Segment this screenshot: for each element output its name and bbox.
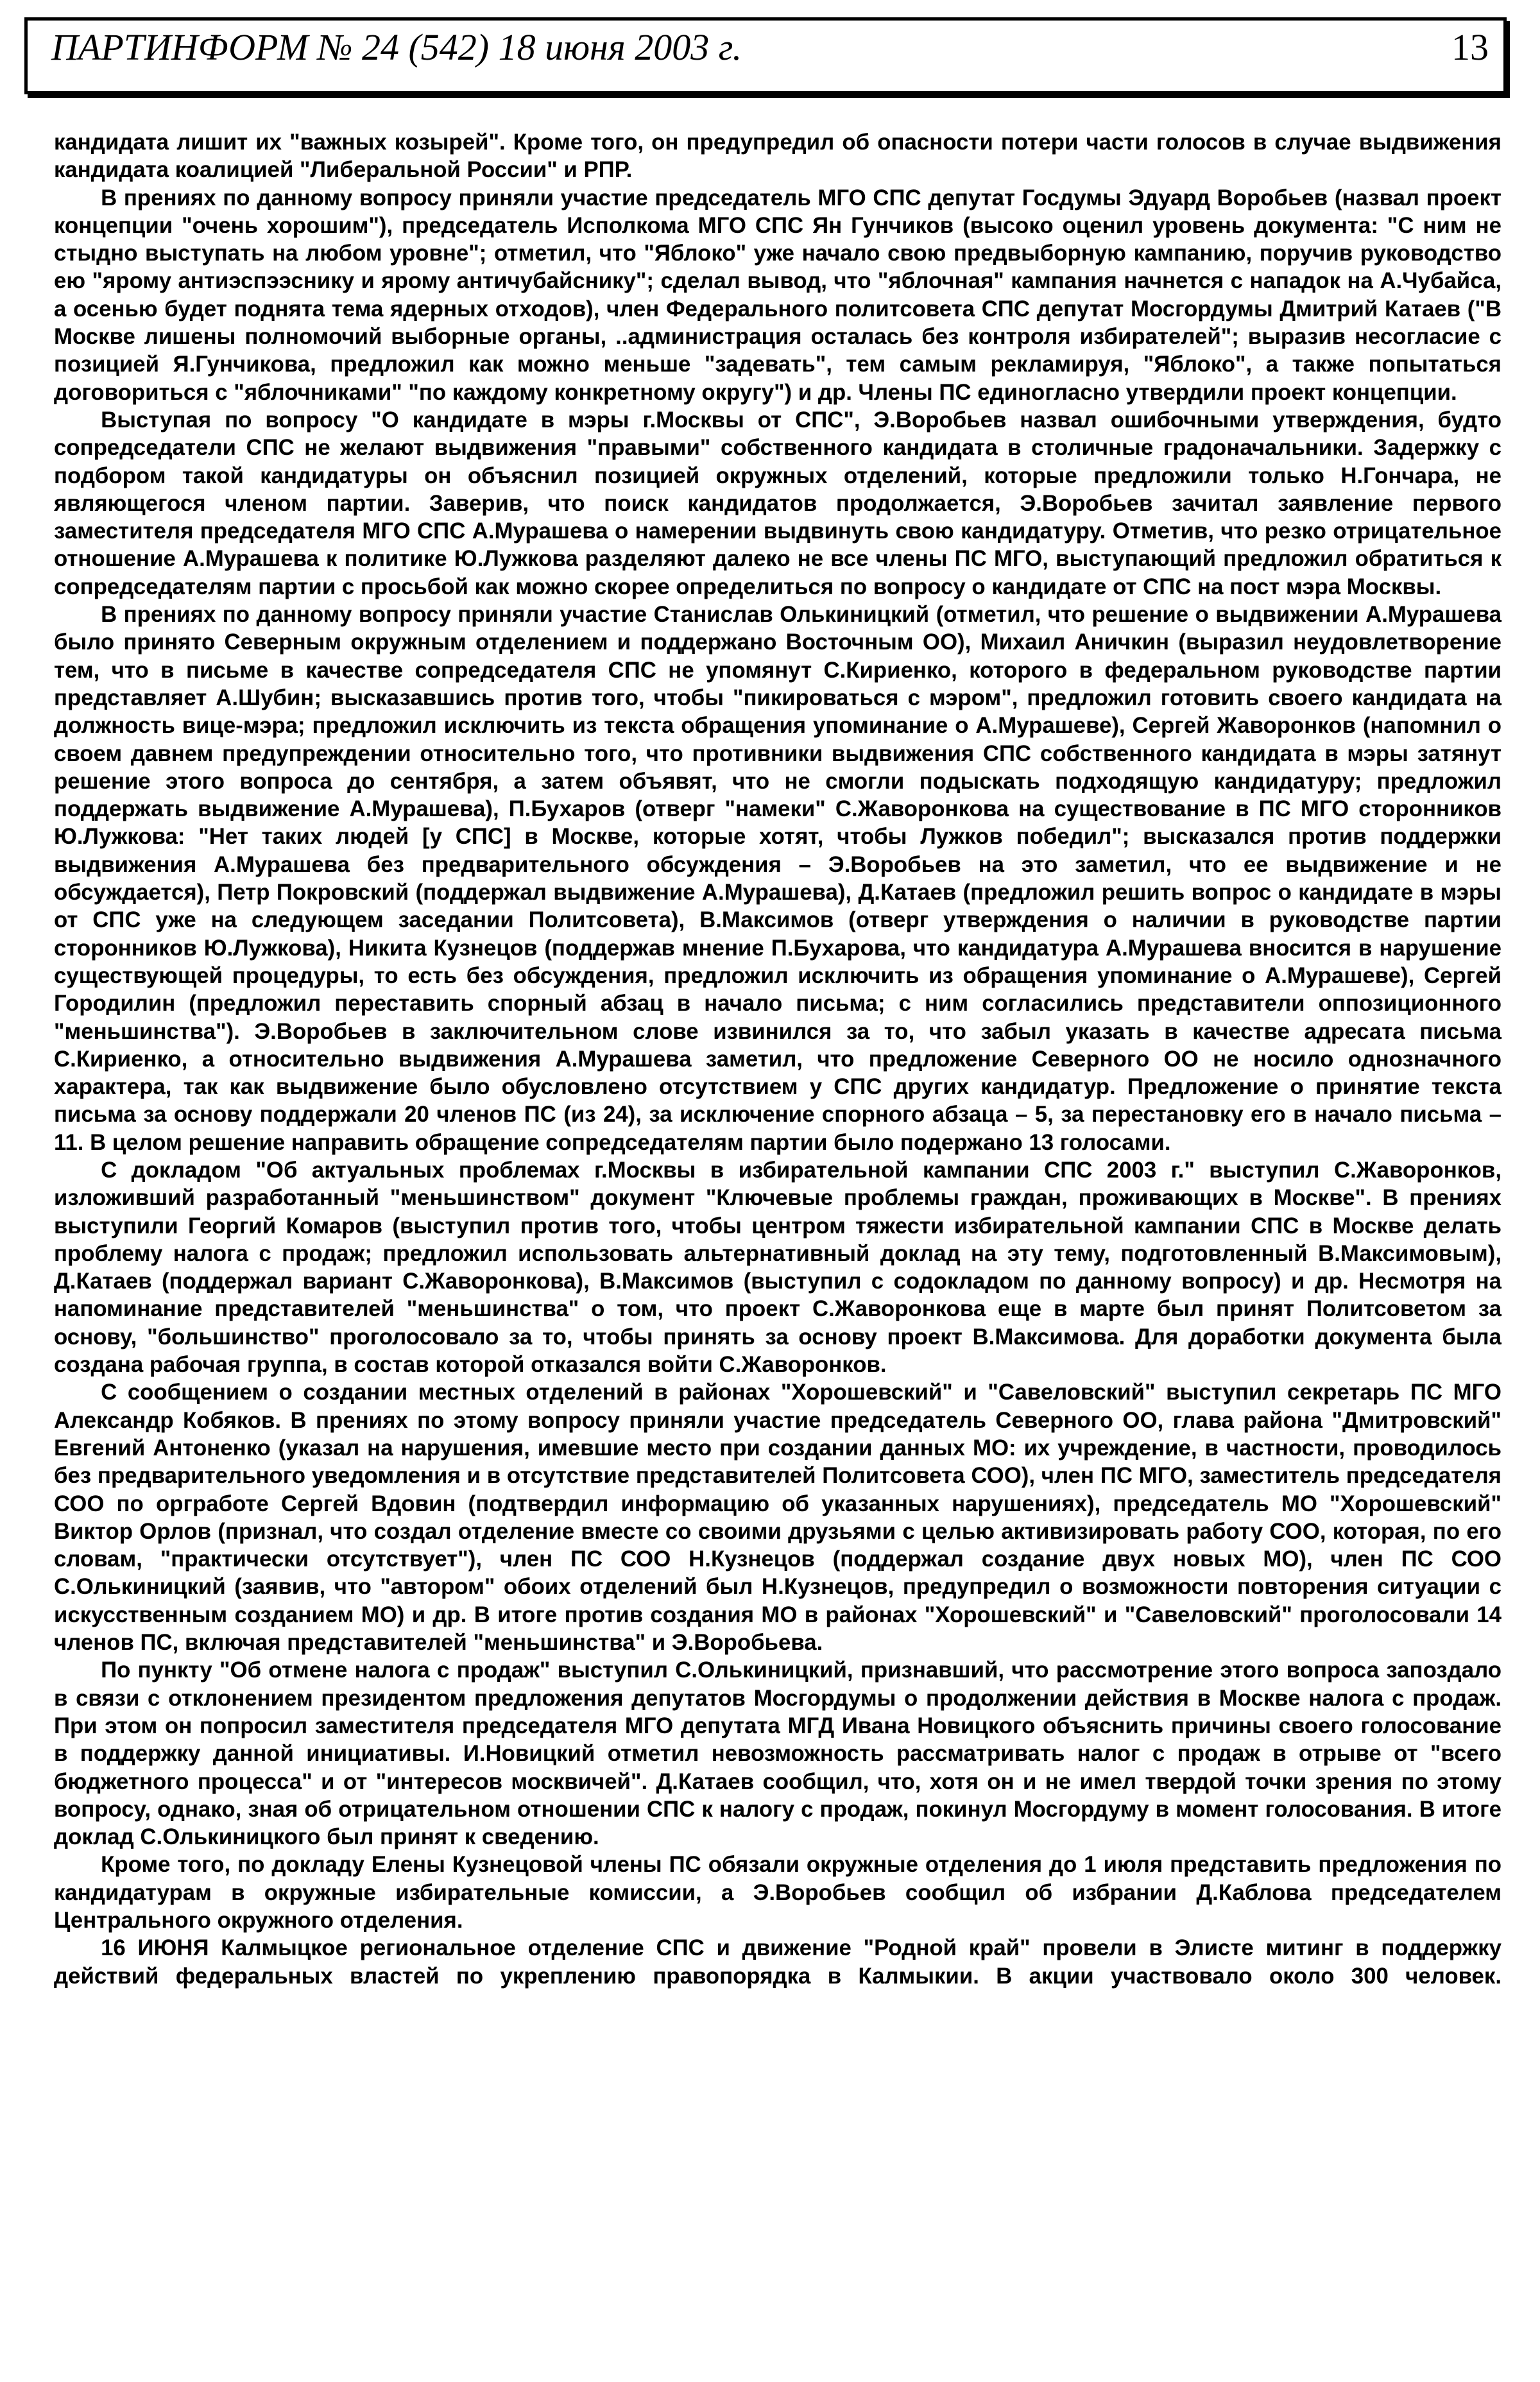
article-paragraph: 16 ИЮНЯ Калмыцкое региональное отделение СПС и движение "Родной край" провели в Элисте митинг в поддержку действий федеральных властей по укреплению правопорядка в Калмыкии. В акции участвовало около 300 человек. bbox=[54, 1935, 1502, 1989]
article-paragraph: Выступая по вопросу "О кандидате в мэры г.Москвы от СПС", Э.Воробьев назвал ошибочными утверждения, будто сопредседатели СПС не желают выдвижения "правыми" собственного кандидата в столичные градоначальники. Задержку с подбором такой кандидатуры он объяснил позицией окружных отделений, которые предложили только Н.Гончара, не являющегося членом партии. Заверив, что поиск кандидатов продолжается, Э.Воробьев зачитал заявление первого заместителя председателя МГО СПС А.Мурашева о намерении выдвинуть свою кандидатуру. Отметив, что резко отрицательное отношение А.Мурашева к политике Ю.Лужкова разделяют далеко не все члены ПС МГО, выступающий предложил обратиться к сопредседателям партии с просьбой как можно скорее определиться по вопросу о кандидате от СПС на пост мэра Москвы. bbox=[54, 407, 1502, 599]
article-paragraph: С докладом "Об актуальных проблемах г.Москвы в избирательной кампании СПС 2003 г." выступил С.Жаворонков, изложивший разработанный "меньшинством" документ "Ключевые проблемы граждан, проживающих в Москве". В прениях выступили Георгий Комаров (выступил против того, чтобы центром тяжести избирательной кампании СПС в Москве делать проблему налога с продаж; предложил использовать альтернативный доклад на эту тему, подготовленный В.Максимовым), Д.Катаев (поддержал вариант С.Жаворонкова), В.Максимов (выступил с содокладом по данному вопросу) и др. Несмотря на напоминание представителей "меньшинства" о том, что проект С.Жаворонкова еще в марте был принят Политсоветом за основу, "большинство" проголосовало за то, чтобы принять за основу проект В.Максимова. Для доработки документа была создана рабочая группа, в состав которой отказался войти С.Жаворонков. bbox=[54, 1157, 1502, 1378]
article-paragraph: С сообщением о создании местных отделений в районах "Хорошевский" и "Савеловский" выступил секретарь ПС МГО Александр Кобяков. В прениях по этому вопросу приняли участие председатель Северного ОО, глава района "Дмитровский" Евгений Антоненко (указал на нарушения, имевшие место при создании данных МО: их учреждение, в частности, проводилось без предварительного уведомления и в отсутствие представителей Политсовета СОО), член ПС МГО, заместитель председателя СОО по оргработе Сергей Вдовин (подтвердил информацию об указанных нарушениях), председатель МО "Хорошевский" Виктор Орлов (признал, что создал отделение вместе со своими друзьями с целью активизировать работу СОО, которая, по его словам, "практически отсутствует"), член ПС СОО Н.Кузнецов (поддержал создание двух новых МО), член ПС СОО С.Олькиницкий (заявив, что "автором" обоих отделений был Н.Кузнецов, предупредил о возможности повторения ситуации с искусственным созданием МО) и др. В итоге против создания МО в районах "Хорошевский" и "Савеловский" проголосовали 14 членов ПС, включая представителей "меньшинства" и Э.Воробьева. bbox=[54, 1380, 1502, 1656]
article-paragraph: В прениях по данному вопросу приняли участие председатель МГО СПС депутат Госдумы Эдуард Воробьев (назвал проект концепции "очень хорошим"), председатель Исполкома МГО СПС Ян Гунчиков (высоко оценил уровень документа: "С ним не стыдно выступать на любом уровне"; отметил, что "Яблоко" уже начало свою предвыборную кампанию, поручив руководство ею "ярому антиэспээснику и ярому античубайснику"; сделал вывод, что "яблочная" кампания начнется с нападок на А.Чубайса, а осенью будет поднята тема ядерных отходов), член Федерального политсовета СПС депутат Мосгордумы Дмитрий Катаев ("В Москве лишены полномочий выборные органы, ..администрация осталась без контроля избирателей"; выразив несогласие с позицией Я.Гунчикова, предложил как можно меньше "задевать", тем самым рекламируя, "Яблоко", а также попытаться договориться с "яблочниками" "по каждому конкретному округу") и др. Члены ПС единогласно утвердили проект концепции. bbox=[54, 185, 1502, 405]
article-paragraph: По пункту "Об отмене налога с продаж" выступил С.Олькиницкий, признавший, что рассмотрение этого вопроса запоздало в связи с отклонением президентом предложения депутатов Мосгордумы о продолжении действия в Москве налога с продаж. При этом он попросил заместителя председателя МГО депутата МГД Ивана Новицкого объяснить причины своего голосование в поддержку данной инициативы. И.Новицкий отметил невозможность рассматривать налог с продаж в отрыве от "всего бюджетного процесса" и от "интересов москвичей". Д.Катаев сообщил, что, хотя он и не имел твердой точки зрения по этому вопросу, однако, зная об отрицательном отношении СПС к налогу с продаж, покинул Мосгордуму в момент голосования. В итоге доклад С.Олькиницкого был принят к сведению. bbox=[54, 1658, 1502, 1850]
page-number: 13 bbox=[1451, 26, 1489, 68]
article-paragraph: кандидата лишит их "важных козырей". Кроме того, он предупредил об опасности потери части голосов в случае выдвижения кандидата коалицией "Либеральной России" и РПР. bbox=[54, 130, 1502, 183]
article-body bbox=[54, 128, 1502, 1990]
article-paragraph: В прениях по данному вопросу приняли участие Станислав Олькиницкий (отметил, что решение о выдвижении А.Мурашева было принято Северным окружным отделением и поддержано Восточным ОО), Михаил Аничкин (выразил неудовлетворение тем, что в письме в качестве сопредседателя СПС не упомянут С.Кириенко, которого в федеральном руководстве партии представляет А.Шубин; высказавшись против того, чтобы "пикироваться с мэром", предложил готовить своего кандидата на должность вице-мэра; предложил исключить из текста обращения упоминание о А.Мурашеве), Сергей Жаворонков (напомнил о своем давнем предупреждении относительно того, что противники выдвижения СПС собственного кандидата в мэры затянут решение этого вопроса до сентября, а затем объявят, что не смогли подыскать подходящую кандидатуру; предложил поддержать выдвижение А.Мурашева), П.Бухаров (отверг "намеки" С.Жаворонкова на существование в ПС МГО сторонников Ю.Лужкова: "Нет таких людей [у СПС] в Москве, которые хотят, чтобы Лужков победил"; высказался против поддержки выдвижения А.Мурашева без предварительного обсуждения – Э.Воробьев на это заметил, что ее выдвижение и не обсуждается), Петр Покровский (поддержал выдвижение А.Мурашева), Д.Катаев (предложил решить вопрос о кандидате в мэры от СПС уже на следующем заседании Политсовета), В.Максимов (отверг утверждения о наличии в руководстве партии сторонников Ю.Лужкова), Никита Кузнецов (поддержав мнение П.Бухарова, что кандидатура А.Мурашева вносится в нарушение существующей процедуры, то есть без обсуждения, предложил исключить из обращения упоминание о А.Мурашеве), Сергей Городилин (предложил переставить спорный абзац в начало письма; с ним согласились представители оппозиционного "меньшинства"). Э.Воробьев в заключительном слове извинился за то, что забыл указать в качестве адресата письма С.Кириенко, а относительно выдвижения А.Мурашева заметил, что предложение Северного ОО не носило однозначного характера, так как выдвижение было обусловлено отсутствием у СПС других кандидатур. Предложение о принятие текста письма за основу поддержали 20 членов ПС (из 24), за исключение спорного абзаца – 5, за перестановку его в начало письма – 11. В целом решение направить обращение сопредседателям партии было подержано 13 голосами. bbox=[54, 602, 1502, 1155]
article-paragraph: Кроме того, по докладу Елены Кузнецовой члены ПС обязали окружные отделения до 1 июля представить предложения по кандидатурам в окружные избирательные комиссии, а Э.Воробьев сообщил об избрании Д.Каблова председателем Центрального окружного отделения. bbox=[54, 1852, 1502, 1933]
newspaper-issue-title: ПАРТИНФОРМ № 24 (542) 18 июня 2003 г. bbox=[51, 26, 742, 68]
